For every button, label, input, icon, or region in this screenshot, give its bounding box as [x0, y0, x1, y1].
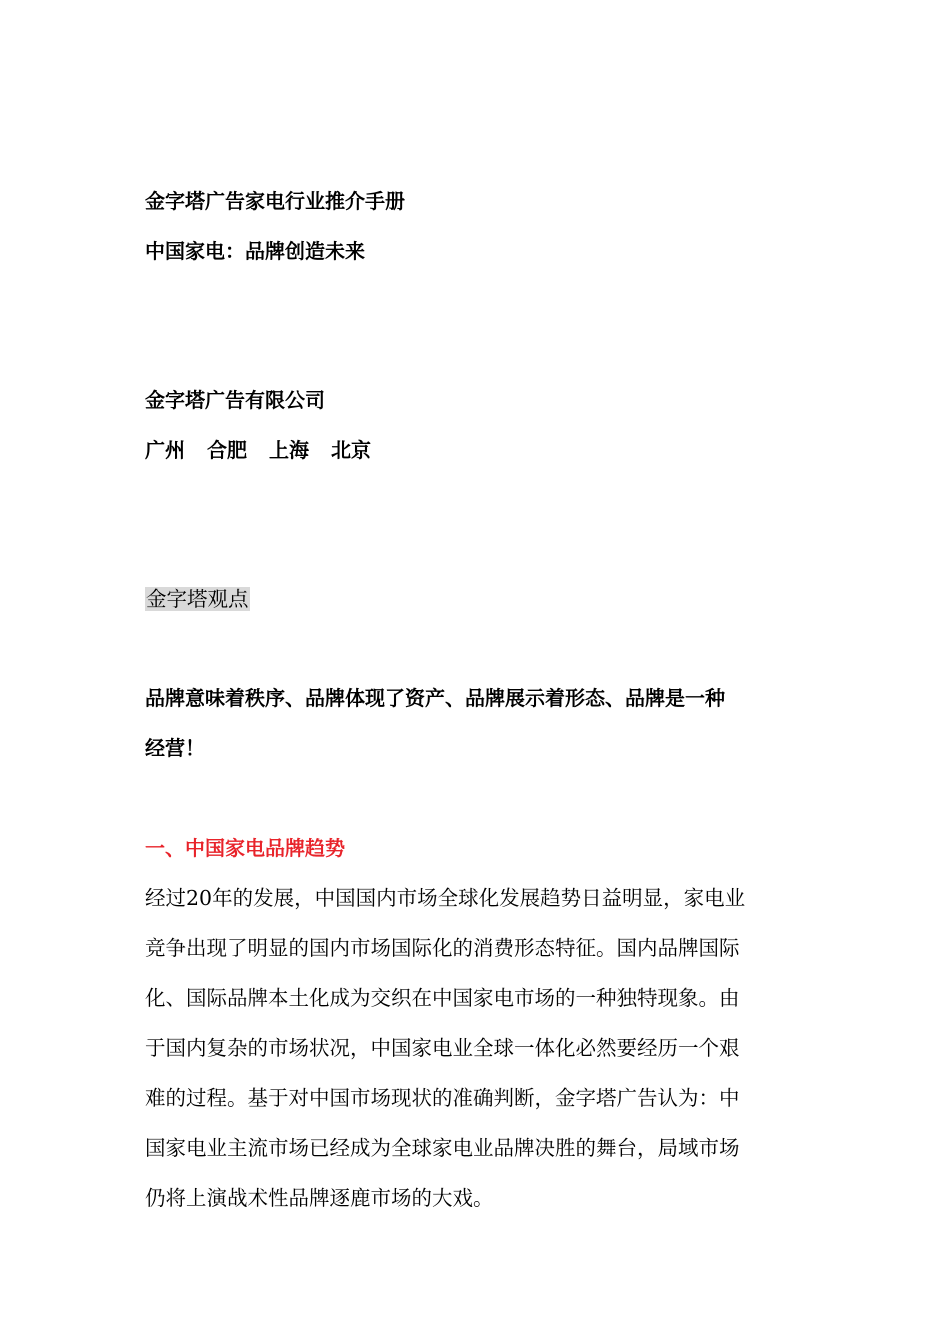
city-shanghai: 上海 — [269, 438, 309, 462]
body-line: 竞争出现了明显的国内市场国际化的消费形态特征。国内品牌国际 — [145, 936, 740, 960]
statement-line: 经营！ — [145, 736, 205, 760]
viewpoint-label: 金字塔观点 — [146, 587, 249, 611]
document-title: 金字塔广告家电行业推介手册 — [145, 189, 405, 213]
body-line: 化、国际品牌本土化成为交织在中国家电市场的一种独特现象。由 — [145, 986, 740, 1010]
body-line: 仍将上演战术性品牌逐鹿市场的大戏。 — [145, 1186, 494, 1210]
document-subtitle: 中国家电：品牌创造未来 — [145, 239, 365, 263]
body-line: 经过20年的发展，中国国内市场全球化发展趋势日益明显，家电业 — [145, 886, 746, 910]
section-body — [145, 884, 815, 1234]
city-guangzhou: 广州 — [145, 438, 185, 462]
body-line: 难的过程。基于对中国市场现状的准确判断，金字塔广告认为：中 — [145, 1086, 740, 1110]
body-line: 国家电业主流市场已经成为全球家电业品牌决胜的舞台，局域市场 — [145, 1136, 740, 1160]
section-heading: 一、中国家电品牌趋势 — [145, 836, 345, 860]
city-beijing: 北京 — [331, 438, 371, 462]
company-name: 金字塔广告有限公司 — [145, 388, 325, 412]
city-hefei: 合肥 — [207, 438, 247, 462]
body-line: 于国内复杂的市场状况，中国家电业全球一体化必然要经历一个艰 — [145, 1036, 740, 1060]
viewpoint-label-line — [145, 585, 250, 613]
city-list — [145, 436, 371, 464]
statement-line: 品牌意味着秩序、品牌体现了资产、品牌展示着形态、品牌是一种 — [145, 686, 725, 710]
viewpoint-statement — [145, 684, 815, 784]
